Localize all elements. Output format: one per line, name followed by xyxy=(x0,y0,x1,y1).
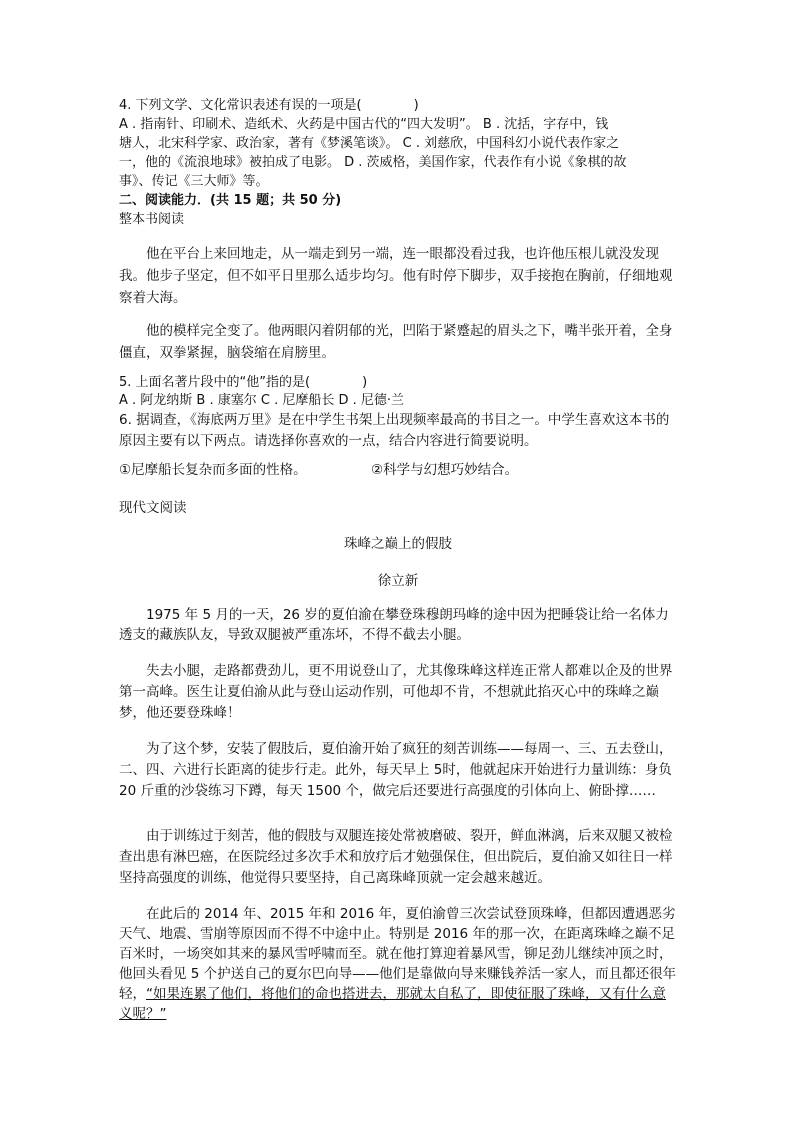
q6-choice-2: ②科学与幻想巧妙结合。 xyxy=(371,462,519,478)
article-author: 徐立新 xyxy=(377,573,419,589)
excerpt-paragraph-2: 他的模样完全变了。他两眼闪着阴郁的光，凹陷于紧蹙起的眉头之下，嘴半张开着，全身僵直，双拳紧握，脑袋缩在肩膀里。 xyxy=(119,323,673,361)
excerpt-paragraph-1: 他在平台上来回地走，从一端走到另一端，连一眼都没看过我，也许他压根儿就没发现我。他步子坚定，但不如平日里那么适步均匀。他有时停下脚步，双手接抱在胸前，仔细地观察着大海。 xyxy=(119,246,673,306)
article-paragraph-2: 失去小腿，走路都费劲儿，更不用说登山了，尤其像珠峰这样连正常人都难以企及的世界第一高峰。医生让夏伯渝从此与登山运动作别，可他却不肯，不想就此掐灭心中的珠峰之巅梦，他还要登珠峰！ xyxy=(119,663,673,721)
section-heading: 二、阅读能力．(共 15 题；共 50 分) xyxy=(119,193,342,208)
q5-options: A . 阿龙纳斯 B . 康塞尔 C . 尼摩船长 D . 尼德·兰 xyxy=(119,393,405,408)
modern-reading-label: 现代文阅读 xyxy=(119,500,187,516)
section-subheading: 整本书阅读 xyxy=(119,212,185,227)
q4-stem: 4. 下列文学、文化常识表述有误的一项是( ) xyxy=(119,98,419,113)
q4-options-line3: 一，他的《流浪地球》被拍成了电影。 D . 茨威格，美国作家，代表作有小说《象棋的故 xyxy=(119,155,627,170)
article-paragraph-3: 为了这个梦，安装了假肢后，夏伯渝开始了疯狂的刻苦训练——每周一、三、五去登山，二、四、六进行长距离的徒步行走。此外，每天早上 5时，他就起床开始进行力量训练：身负 20 斤重的沙袋练习下蹲，每天 1500 个，做完后还要进行高强度的引体向上、俯卧撑…… xyxy=(119,741,673,799)
article-title: 珠峰之巅上的假肢 xyxy=(344,536,452,552)
q5-stem: 5. 上面名著片段中的“他”指的是( ) xyxy=(119,375,368,390)
paragraph-5-text: 在此后的 2014 年、2015 年和 2016 年，夏伯渝曾三次尝试登顶珠峰，但都因遭遇恶劣天气、地震、雪崩等原因而不得不中途中止。特别是 2016 年的那一次，在距离珠峰之巅不足百米时，一场突如其来的暴风雪呼啸而至。就在他打算迎着暴风雪，铆足劲儿继续冲顶之时，他回头看见 5 个护送自己的夏尔巴向导——他们是靠做向导来赚钱养活一家人，而且都还很年轻， xyxy=(119,906,677,1002)
q4-options-line2: 塘人，北宋科学家、政治家，著有《梦溪笔谈》。 C . 刘慈欣，中国科幻小说代表作家之 xyxy=(119,136,620,151)
q6-choice-1: ①尼摩船长复杂而多面的性格。 xyxy=(119,462,307,478)
article-paragraph-5 xyxy=(119,904,677,1024)
q4-options-line4: 事》、传记《三大师》等。 xyxy=(119,174,269,189)
q6-stem: 6. 据调查，《海底两万里》是在中学生书架上出现频率最高的书目之一。中学生喜欢这本书的原因主要有以下两点。请选择你喜欢的一点，结合内容进行简要说明。 xyxy=(119,412,670,449)
article-paragraph-4: 由于训练过于刻苦，他的假肢与双腿连接处常被磨破、裂开，鲜血淋漓，后来双腿又被检查出患有淋巴癌，在医院经过多次手术和放疗后才勉强保住，但出院后，夏伯渝又如往日一样坚持高强度的训练，他觉得只要坚持，自己离珠峰顶就一定会越来越近。 xyxy=(119,828,673,886)
article-paragraph-1: 1975 年 5 月的一天，26 岁的夏伯渝在攀登珠穆朗玛峰的途中因为把睡袋让给一名体力透支的藏族队友，导致双腿被严重冻坏，不得不截去小腿。 xyxy=(119,607,669,643)
q4-options-line1: A . 指南针、印刷术、造纸术、火药是中国古代的“四大发明”。 B . 沈括，字存中，钱 xyxy=(119,117,609,132)
underlined-quote: “如果连累了他们，将他们的命也搭进去，那就太自私了，即使征服了珠峰，又有什么意义呢？” xyxy=(119,986,666,1022)
